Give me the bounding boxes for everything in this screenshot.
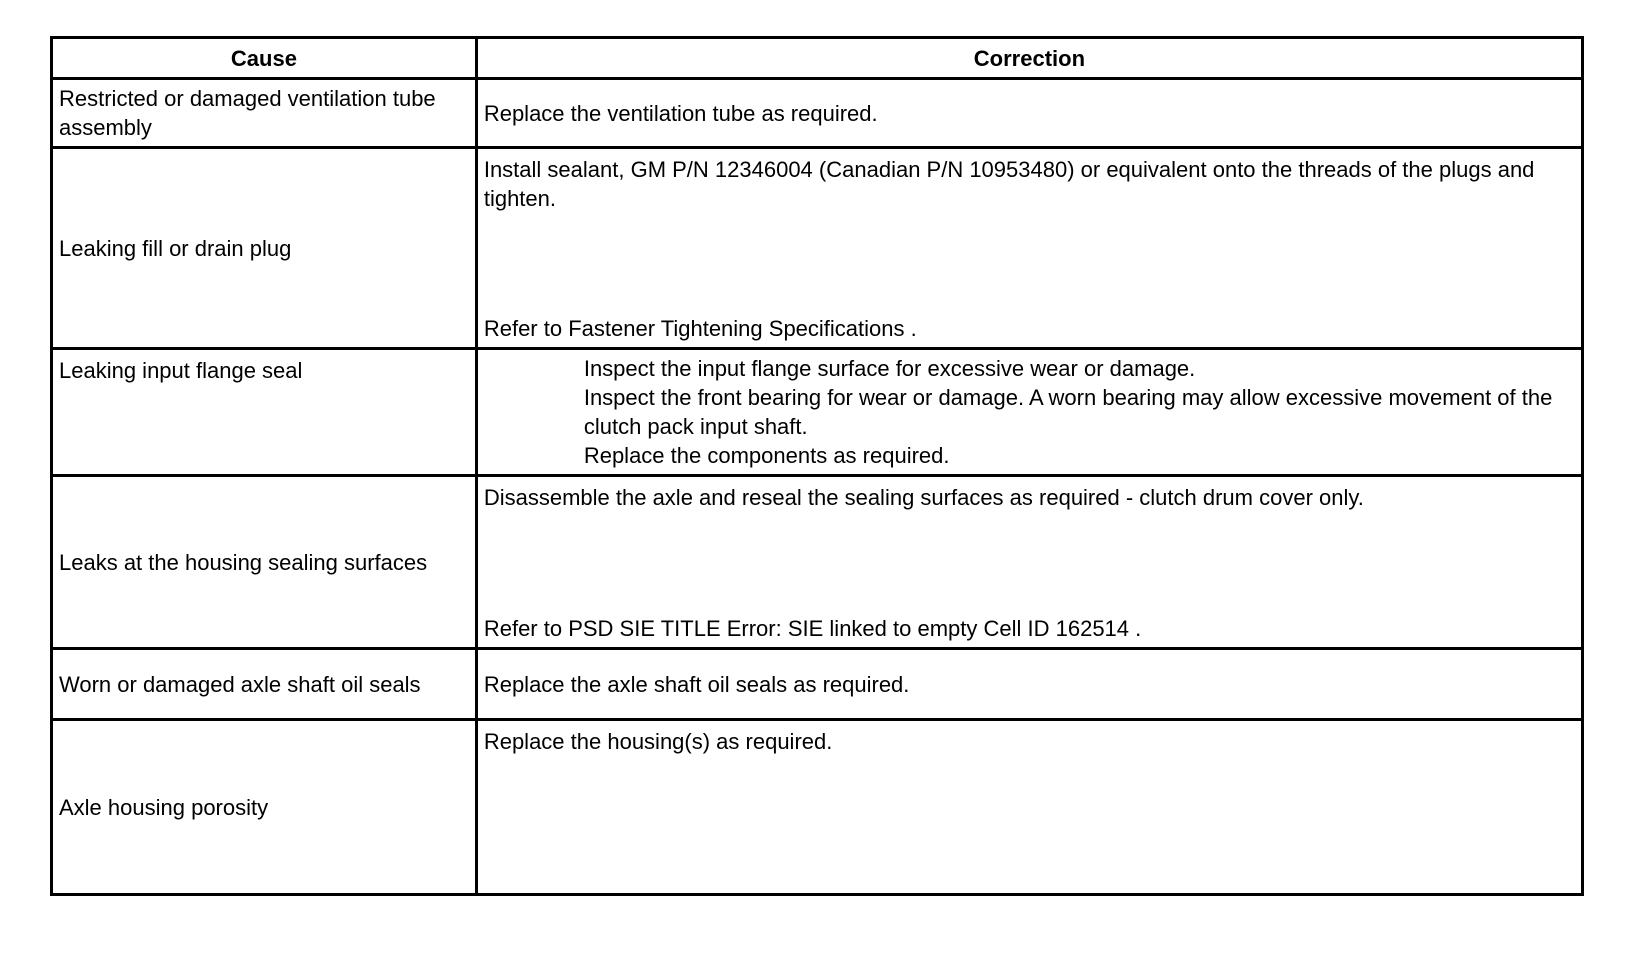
- correction-cell: [476, 476, 1582, 649]
- header-cause: Cause: [52, 38, 477, 79]
- cause-cell: Worn or damaged axle shaft oil seals: [52, 649, 477, 720]
- correction-cell: [476, 720, 1582, 895]
- table-row: [52, 79, 1583, 148]
- table-row: [52, 349, 1583, 476]
- cause-cell: Restricted or damaged ventilation tube assembly: [52, 79, 477, 148]
- list-item: Replace the components as required.: [583, 443, 950, 468]
- correction-cell: Replace the ventilation tube as required.: [476, 79, 1582, 148]
- correction-text: Replace the housing(s) as required.: [483, 729, 833, 754]
- correction-cell: Replace the axle shaft oil seals as required.: [476, 649, 1582, 720]
- correction-content: [484, 477, 1573, 647]
- correction-reference: Refer to Fastener Tightening Specifications .: [483, 316, 917, 341]
- cause-cell: Leaking fill or drain plug: [52, 148, 477, 349]
- correction-cell: [476, 148, 1582, 349]
- cause-text: Leaking input flange seal: [59, 358, 303, 383]
- correction-content: [484, 149, 1573, 347]
- correction-text: Disassemble the axle and reseal the sealing surfaces as required - clutch drum cover only.: [483, 485, 1364, 510]
- list-item: Inspect the input flange surface for excessive wear or damage.: [583, 356, 1196, 381]
- table-row: [52, 720, 1583, 895]
- correction-text: Install sealant, GM P/N 12346004 (Canadian P/N 10953480) or equivalent onto the threads of the plugs and tighten.: [483, 157, 1535, 211]
- cause-cell: Leaks at the housing sealing surfaces: [52, 476, 477, 649]
- cause-cell: [52, 349, 477, 476]
- cause-correction-table: [50, 36, 1584, 896]
- table-row: [52, 148, 1583, 349]
- correction-cell: [476, 349, 1582, 476]
- table-row: [52, 476, 1583, 649]
- header-correction: Correction: [476, 38, 1582, 79]
- cause-cell: Axle housing porosity: [52, 720, 477, 895]
- table-row: [52, 649, 1583, 720]
- correction-reference: Refer to PSD SIE TITLE Error: SIE linked to empty Cell ID 162514 .: [483, 616, 1142, 641]
- list-item: Inspect the front bearing for wear or damage. A worn bearing may allow excessive movement of the clutch pack input shaft.: [583, 385, 1553, 439]
- table-header-row: [52, 38, 1583, 79]
- correction-list: [484, 350, 1573, 470]
